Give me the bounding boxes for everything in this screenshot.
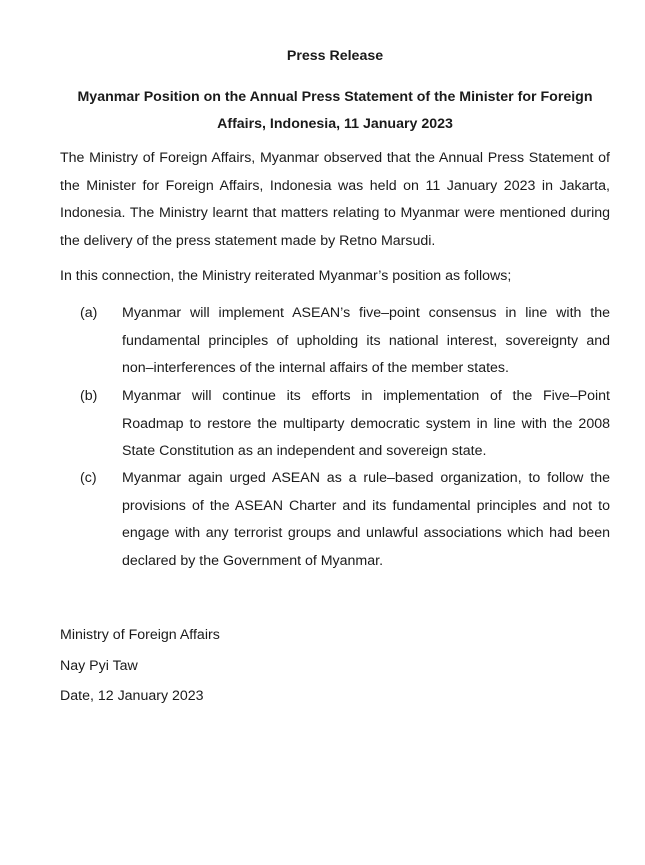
item-marker: (a) xyxy=(80,305,98,321)
item-marker: (b) xyxy=(80,388,98,404)
document-heading: Myanmar Position on the Annual Press Statement of the Minister for Foreign Affairs, Indonesia, 11 January 2023 xyxy=(77,89,593,132)
item-text: Myanmar will implement ASEAN’s five–point consensus in line with the fundamental principles of upholding its national interest, sovereignty and non–interferences of the internal affairs of the member states. xyxy=(122,305,610,376)
item-text: Myanmar again urged ASEAN as a rule–based organization, to follow the provisions of the ASEAN Charter and its fundamental principles and not to engage with any terrorist groups and unlawful associations which had been declared by the Government of Myanmar. xyxy=(122,470,610,569)
signature-date: Date, 12 January 2023 xyxy=(60,688,204,704)
item-marker: (c) xyxy=(80,470,97,486)
signature-place: Nay Pyi Taw xyxy=(60,658,138,674)
document-title: Press Release xyxy=(286,48,384,64)
signature-organization: Ministry of Foreign Affairs xyxy=(60,627,220,643)
item-text: Myanmar will continue its efforts in implementation of the Five–Point Roadmap to restore the multiparty democratic system in line with the 2008 State Constitution as an independent and sovereign state. xyxy=(122,388,610,459)
intro-paragraph: The Ministry of Foreign Affairs, Myanmar observed that the Annual Press Statement of the Minister for Foreign Affairs, Indonesia was held on 11 January 2023 in Jakarta, Indonesia. The Ministry learnt that matters relating to Myanmar were mentioned during the delivery of the press statement made by Retno Marsudi. xyxy=(60,150,610,249)
connection-paragraph: In this connection, the Ministry reiterated Myanmar’s position as follows; xyxy=(60,268,512,284)
